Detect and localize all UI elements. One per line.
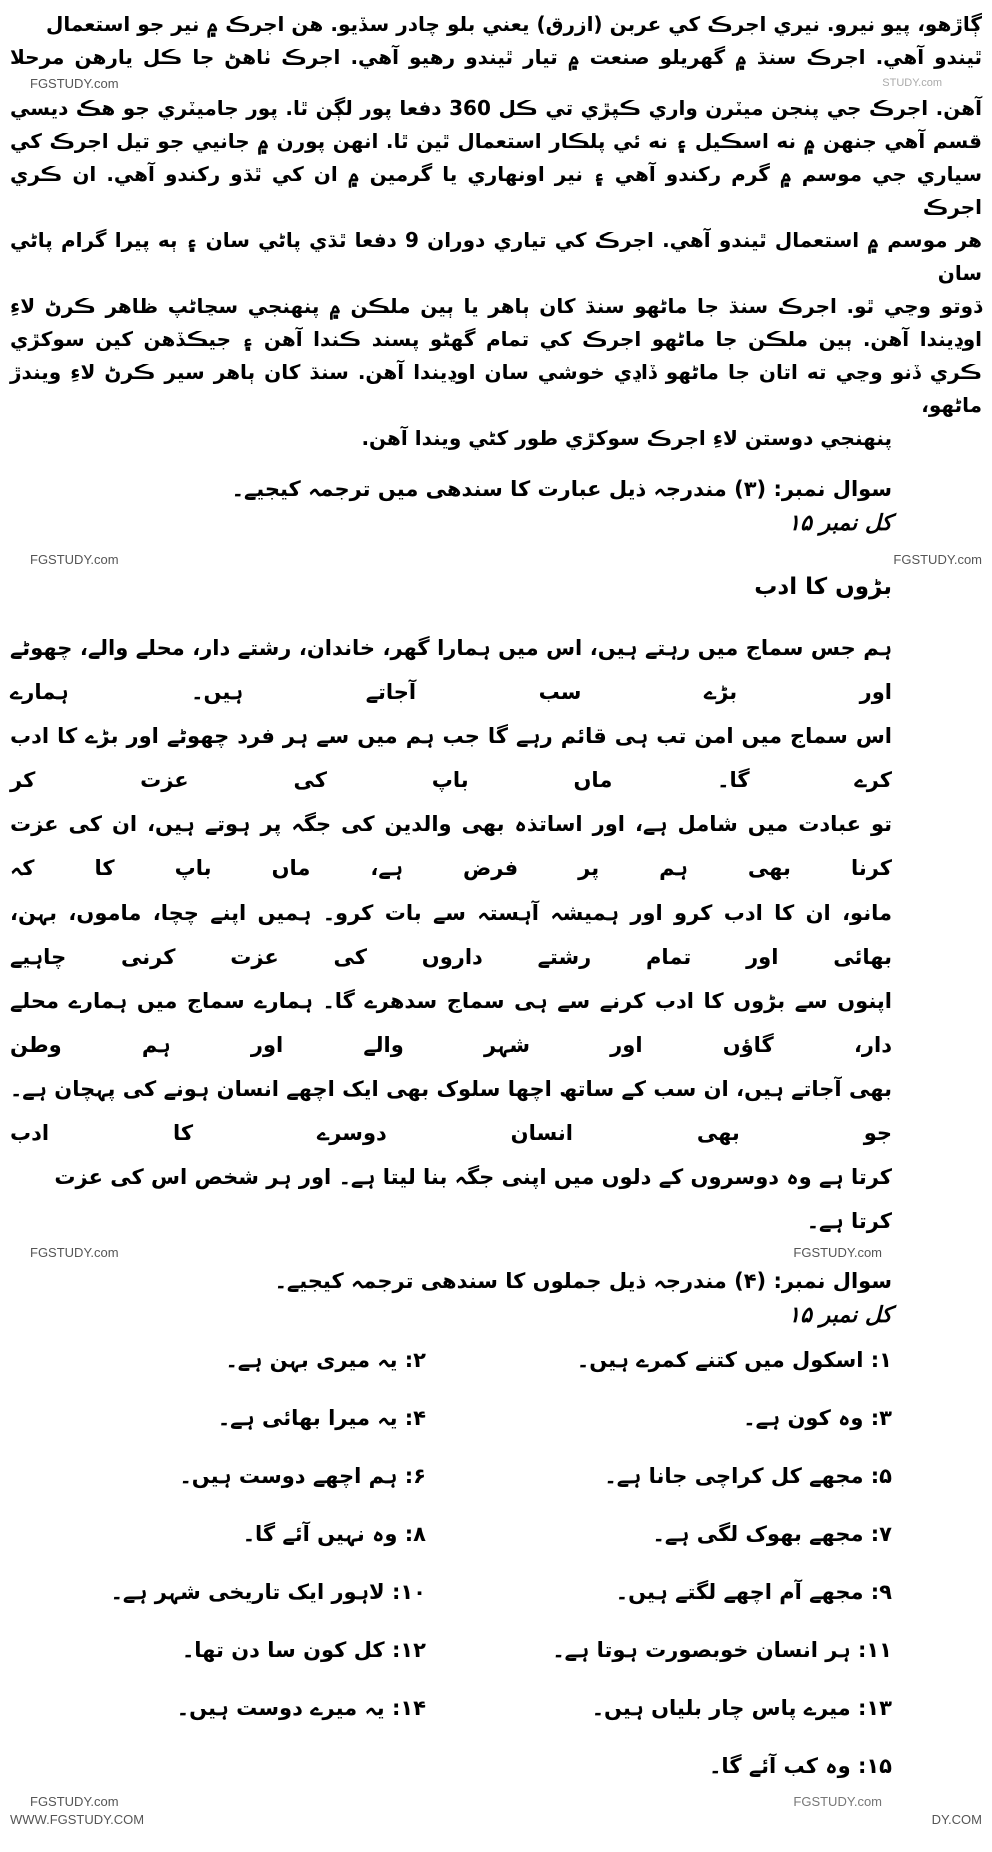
sentence-item: ۷: مجھے بھوک لگی ہے۔ — [652, 1522, 892, 1547]
question-4-prompt: سوال نمبر: (۴) مندرجہ ذیل جملوں کا سندھی ترجمہ کیجیے۔ — [274, 1269, 892, 1294]
sentence-item: ۱۱: ہر انسان خوبصورت ہوتا ہے۔ — [552, 1638, 892, 1663]
watermark-row — [10, 1792, 982, 1810]
paragraph-line: اس سماج میں امن تب ہی قائم رہے گا جب ہم میں سے ہر فرد چھوٹے اور بڑے کا ادب کرے گا۔ ماں باپ کی عزت کر — [10, 724, 892, 793]
watermark: FGSTUDY.com — [30, 1793, 119, 1809]
watermark: FGSTUDY.com — [793, 1793, 882, 1809]
sentence-item: ۵: مجھے کل کراچی جانا ہے۔ — [604, 1464, 892, 1489]
sentence-item: ۴: یہ میرا بھائی ہے۔ — [217, 1406, 426, 1431]
question-4-header — [10, 1269, 982, 1328]
paragraph-line: مانو، ان کا ادب کرو اور ہمیشہ آہستہ سے بات کرو۔ ہمیں اپنے چچا، ماموں، بہن، بھائی اور تمام رشتے داروں کی عزت کرنی چاہیے — [10, 900, 892, 969]
paragraph-line: ٿيندو آهي. اجرڪ سنڌ ۾ گهريلو صنعت ۾ تيار ٿيندو رهيو آهي. اجرڪ ٺاهڻ جا ڪل يارهن مرحلا — [10, 45, 982, 69]
watermark: FGSTUDY.com — [30, 551, 119, 567]
paragraph-line: هر موسم ۾ استعمال ٿيندو آهي. اجرڪ کي تياري دوران 9 دفعا ٿڌي پاڻي سان ۽ ٻه پيرا گرام پاڻي سان — [10, 228, 982, 285]
watermark-row — [10, 1810, 982, 1828]
watermark: FGSTUDY.com — [793, 1244, 882, 1260]
sentence-item: ۱۴: یہ میرے دوست ہیں۔ — [176, 1696, 426, 1721]
paragraph-line: سياري جي موسم ۾ گرم رکندو آهي ۽ نير اونهاري يا گرمين ۾ ان کي ٿڌو رکندو آهي. ان ڪري اجرڪ — [10, 162, 982, 219]
sentence-item: ۳: وہ کون ہے۔ — [743, 1406, 892, 1431]
sindhi-paragraph — [10, 8, 982, 455]
paragraph-line: ڌوتو وڃي ٿو. اجرڪ سنڌ جا ماڻهو سنڌ کان ٻاهر يا ٻين ملڪن ۾ پنهنجي سڃاڻپ ظاهر ڪرڻ لاءِ — [10, 294, 982, 318]
sentence-item: ۱۲: کل کون سا دن تھا۔ — [181, 1638, 426, 1663]
sentence-item: ۱۳: میرے پاس چار بلیاں ہیں۔ — [591, 1696, 892, 1721]
sentence-item: ۱: اسکول میں کتنے کمرے ہیں۔ — [576, 1348, 892, 1373]
paragraph-line: ہم جس سماج میں رہتے ہیں، اس میں ہمارا گھر، خاندان، رشتے دار، محلے والے، چھوٹے اور بڑے سب آجاتے ہیں۔ ہمارے — [10, 636, 892, 705]
paragraph-line: ڳاڙهو، پيو نيرو. نيري اجرڪ کي عربن (ازرق) يعني بلو چادر سڏيو. هن اجرڪ ۾ نير جو استعمال — [46, 12, 982, 36]
watermark: FGSTUDY.com — [893, 551, 982, 567]
sentence-item: ۱۵: وہ کب آئے گا۔ — [709, 1754, 892, 1779]
sentence-list — [10, 1348, 982, 1778]
watermark: FGSTUDY.com — [30, 75, 119, 91]
question-3-header — [10, 477, 982, 536]
paragraph-line: ڪري ڏنو وڃي ته اتان جا ماڻهو ڏاڍي خوشي سان اوڍيندا آهن. سنڌ کان ٻاهر سير ڪرڻ لاءِ ويندڙ ماڻهو، — [10, 360, 982, 417]
paragraph-line: قسم آهي جنهن ۾ نه اسڪيل ۽ نه ئي پلڪار استعمال ٿين ٿا. انهن پورن ۾ جانيي جو تيل اجرڪ کي — [10, 129, 982, 153]
paragraph-line: اوڍيندا آهن. ٻين ملڪن جا ماڻهو اجرڪ کي تمام گهڻو پسند ڪندا آهن ۽ جيڪڏهن کين سوکڙي — [10, 327, 982, 351]
urdu-paragraph — [10, 626, 982, 1243]
sentence-item: ۸: وہ نہیں آئے گا۔ — [242, 1522, 426, 1547]
paragraph-line: آهن. اجرڪ جي پنجن ميٽرن واري ڪپڙي تي ڪل 360 دفعا پور لڳن ٿا. پور جاميٽري جو هڪ ديسي — [10, 96, 982, 120]
watermark-row — [10, 550, 982, 568]
sentence-item: ۹: مجھے آم اچھے لگتے ہیں۔ — [615, 1580, 892, 1605]
watermark-row — [10, 74, 982, 92]
paragraph-line: پنهنجي دوستن لاءِ اجرڪ سوکڙي طور کڻي ويندا آهن. — [361, 426, 892, 450]
watermark: FGSTUDY.com — [30, 1244, 119, 1260]
watermark: WWW.FGSTUDY.COM — [10, 1811, 145, 1827]
watermark: STUDY.com — [882, 77, 942, 89]
watermark: DY.COM — [931, 1811, 982, 1827]
passage-title: بڑوں کا ادب — [754, 574, 892, 600]
sentence-item: ۲: یہ میری بہن ہے۔ — [225, 1348, 426, 1373]
question-4-marks: کل نمبر ۱۵ — [788, 1303, 892, 1329]
question-3-prompt: سوال نمبر: (۳) مندرجہ ذیل عبارت کا سندھی میں ترجمہ کیجیے۔ — [231, 477, 892, 501]
sentence-item: ۱۰: لاہور ایک تاریخی شہر ہے۔ — [110, 1580, 426, 1605]
paragraph-line: تو عبادت میں شامل ہے، اور اساتذہ بھی والدین کی جگہ پر ہوتے ہیں، ان کی عزت کرنا بھی ہم پر فرض ہے، ماں باپ کا کہ — [10, 812, 892, 881]
question-3-marks: کل نمبر ۱۵ — [788, 511, 892, 536]
paragraph-line: اپنوں سے بڑوں کا ادب کرنے سے ہی سماج سدھرے گا۔ ہمارے سماج میں ہمارے محلے دار، گاؤں اور شہر والے اور ہم وطن — [10, 988, 892, 1057]
paragraph-line: بھی آجاتے ہیں، ان سب کے ساتھ اچھا سلوک بھی ایک اچھے انسان ہونے کی پہچان ہے۔ جو بھی انسان دوسرے کا ادب — [10, 1076, 892, 1146]
paragraph-line: کرتا ہے وہ دوسروں کے دلوں میں اپنی جگہ بنا لیتا ہے۔ اور ہر شخص اس کی عزت کرتا ہے۔ — [54, 1165, 892, 1234]
watermark-row — [10, 1243, 982, 1261]
sentence-item: ۶: ہم اچھے دوست ہیں۔ — [179, 1464, 426, 1489]
